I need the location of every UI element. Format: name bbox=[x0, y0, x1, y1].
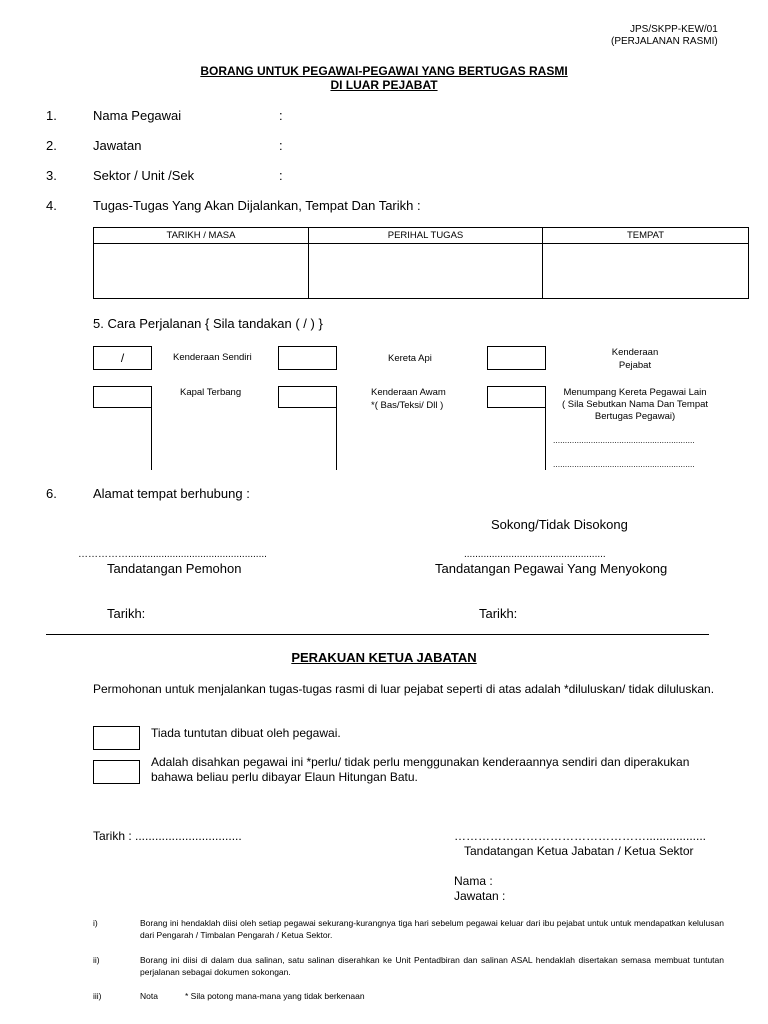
task-table-cell-tempat[interactable] bbox=[543, 244, 749, 299]
field-jawatan-colon: : bbox=[279, 138, 283, 153]
divider-line bbox=[151, 407, 152, 470]
form-title-line2: DI LUAR PEJABAT bbox=[330, 78, 438, 92]
task-table-cell-perihal[interactable] bbox=[309, 244, 543, 299]
field-sektor-label: Sektor / Unit /Sek bbox=[93, 168, 195, 183]
item-5-label: 5. Cara Perjalanan { Sila tandakan ( / ) } bbox=[93, 316, 323, 331]
note-1-text: Borang ini hendaklah diisi oleh setiap pegawai sekurang-kurangnya tiga hari sebelum pegawai keluar dari ibu pejabat untuk untuk mendapatkan kelulusan dari Pengarah / Timbalan Pengarah / Ketua Sektor. bbox=[140, 918, 724, 940]
menumpang-dots-2[interactable]: ............................................................ bbox=[553, 459, 695, 469]
perakuan-option-1: Tiada tuntutan dibuat oleh pegawai. bbox=[151, 726, 341, 740]
form-code: JPS/SKPP-KEW/01 bbox=[630, 24, 718, 35]
section-divider bbox=[46, 634, 709, 635]
label-kapal-terbang: Kapal Terbang bbox=[180, 387, 242, 398]
note-1-number: i) bbox=[93, 918, 98, 928]
task-table bbox=[93, 227, 749, 299]
note-2-number: ii) bbox=[93, 955, 100, 965]
checkbox-kenderaan-awam[interactable] bbox=[278, 386, 337, 408]
task-table-header-tarikh: TARIKH / MASA bbox=[94, 228, 309, 244]
form-title-line1: BORANG UNTUK PEGAWAI-PEGAWAI YANG BERTUGAS RASMI bbox=[200, 64, 568, 78]
divider-line bbox=[336, 407, 337, 470]
label-kenderaan-awam-line1: Kenderaan Awam bbox=[371, 387, 446, 398]
ketua-signature-dots[interactable]: ………………………………………….................. bbox=[454, 829, 707, 843]
tarikh-pemohon-label: Tarikh: bbox=[107, 606, 146, 621]
task-table-header-perihal: PERIHAL TUGAS bbox=[309, 228, 543, 244]
field-jawatan-label: Jawatan bbox=[93, 138, 142, 153]
ketua-nama-label: Nama : bbox=[454, 874, 493, 888]
label-menumpang-line2: ( Sila Sebutkan Nama Dan Tempat bbox=[561, 399, 709, 410]
checkbox-kapal-terbang[interactable] bbox=[93, 386, 152, 408]
checkbox-disahkan[interactable] bbox=[93, 760, 140, 784]
item-4-number: 4. bbox=[46, 198, 57, 213]
task-table-header-tempat: TEMPAT bbox=[543, 228, 749, 244]
task-table-cell-tarikh[interactable] bbox=[94, 244, 309, 299]
label-menumpang-line3: Bertugas Pegawai) bbox=[594, 411, 676, 422]
sokong-text: Sokong/Tidak Disokong bbox=[491, 517, 628, 532]
checkbox-kenderaan-pejabat[interactable] bbox=[487, 346, 546, 370]
field-sektor-colon: : bbox=[279, 168, 283, 183]
pemohon-signature-label: Tandatangan Pemohon bbox=[107, 561, 242, 576]
label-kenderaan-pejabat-line2: Pejabat bbox=[618, 360, 652, 371]
field-2-number: 2. bbox=[46, 138, 57, 153]
menumpang-dots-1[interactable]: ............................................................ bbox=[553, 435, 695, 445]
perakuan-option-2-line1: Adalah disahkan pegawai ini *perlu/ tidak perlu menggunakan kenderaannya sendiri dan diperakukan bbox=[151, 755, 690, 769]
perakuan-title: PERAKUAN KETUA JABATAN bbox=[291, 650, 477, 665]
perakuan-paragraph: Permohonan untuk menjalankan tugas-tugas rasmi di luar pejabat seperti di atas adalah *diluluskan/ tidak diluluskan. bbox=[93, 682, 715, 696]
field-3-number: 3. bbox=[46, 168, 57, 183]
pemohon-signature-dots[interactable]: …………….................................................. bbox=[78, 549, 267, 560]
checkbox-kereta-api[interactable] bbox=[278, 346, 337, 370]
label-kenderaan-pejabat-line1: Kenderaan bbox=[611, 347, 659, 358]
note-3-text: * Sila potong mana-mana yang tidak berkenaan bbox=[185, 991, 365, 1001]
item-6-label: Alamat tempat berhubung : bbox=[93, 486, 250, 501]
checkbox-kenderaan-sendiri[interactable]: / bbox=[93, 346, 152, 370]
item-4-label: Tugas-Tugas Yang Akan Dijalankan, Tempat Dan Tarikh : bbox=[93, 198, 421, 213]
note-2-text: Borang ini diisi di dalam dua salinan, satu salinan diserahkan ke Unit Pentadbiran dan salinan ASAL hendaklah disertakan semasa membuat tuntutan perjalanan sebagai dokumen sokongan. bbox=[140, 955, 724, 977]
ketua-signature-label: Tandatangan Ketua Jabatan / Ketua Sektor bbox=[464, 844, 694, 858]
tarikh-penyokong-label: Tarikh: bbox=[479, 606, 518, 621]
note-3-label: Nota bbox=[140, 991, 158, 1001]
item-6-number: 6. bbox=[46, 486, 57, 501]
perakuan-tarikh[interactable]: Tarikh : ................................ bbox=[93, 829, 242, 843]
label-menumpang-line1: Menumpang Kereta Pegawai Lain bbox=[563, 387, 707, 398]
field-nama-label: Nama Pegawai bbox=[93, 108, 182, 123]
perakuan-option-2-line2: bahawa beliau perlu dibayar Elaun Hitungan Batu. bbox=[151, 770, 418, 784]
field-nama-colon: : bbox=[279, 108, 283, 123]
divider-line bbox=[545, 407, 546, 470]
field-1-number: 1. bbox=[46, 108, 57, 123]
checkbox-menumpang[interactable] bbox=[487, 386, 546, 408]
form-subcode: (PERJALANAN RASMI) bbox=[611, 36, 718, 47]
ketua-jawatan-label: Jawatan : bbox=[454, 889, 506, 903]
label-kenderaan-awam-line2: *( Bas/Teksi/ Dll ) bbox=[371, 400, 444, 411]
label-kenderaan-sendiri: Kenderaan Sendiri bbox=[173, 352, 252, 363]
penyokong-signature-label: Tandatangan Pegawai Yang Menyokong bbox=[435, 561, 668, 576]
checkbox-tiada-tuntutan[interactable] bbox=[93, 726, 140, 750]
note-3-number: iii) bbox=[93, 991, 102, 1001]
label-kereta-api: Kereta Api bbox=[388, 353, 432, 364]
penyokong-signature-dots[interactable]: ................................................... bbox=[464, 549, 606, 560]
